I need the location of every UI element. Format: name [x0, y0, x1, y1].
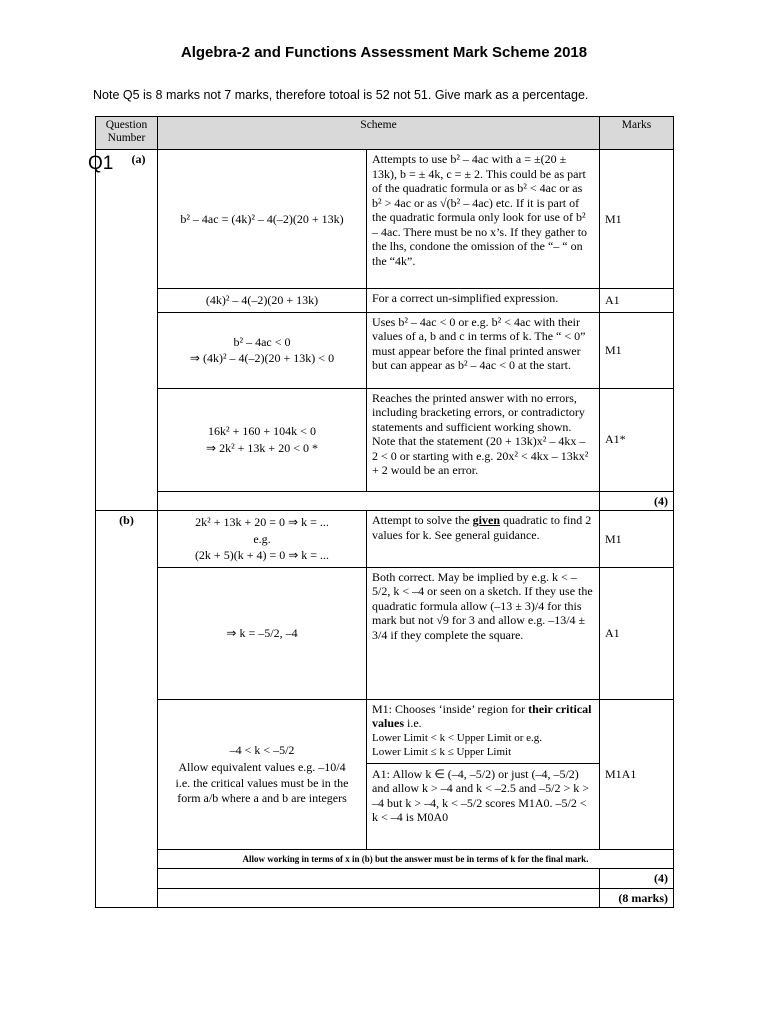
scheme-row	[96, 699, 674, 849]
guidance-cell: Both correct. May be implied by e.g. k < –5/2, k < –4 or seen on a sketch. If they use the quadratic formula allow (–13 ± 3)/4 for this mark but not √9 for 3 and allow e.g. –13/4 ± 3/4 if they complete the square.	[367, 567, 600, 699]
scheme-row	[96, 567, 674, 699]
working-line: (4k)² – 4(–2)(20 + 13k)	[205, 293, 319, 307]
working-cell	[158, 388, 367, 491]
working-line: 16k² + 160 + 104k < 0	[208, 424, 316, 438]
mark-cell: A1	[600, 289, 674, 313]
guidance-emphasis: given	[472, 513, 500, 527]
part-a-label: (a)	[131, 152, 146, 166]
subtotal-row	[96, 869, 674, 889]
guidance-text: M1: Chooses ‘inside’ region for	[372, 701, 529, 716]
mark-cell: A1	[600, 567, 674, 699]
empty-cell	[158, 869, 600, 889]
working-line: Allow equivalent values e.g. –10/4	[178, 759, 346, 774]
part-b-note: Allow working in terms of x in (b) but the answer must be in terms of k for the final mark.	[158, 849, 674, 869]
guidance-emphasis: their critical values	[372, 701, 592, 730]
header-row	[96, 117, 674, 150]
guidance-cell: Uses b² – 4ac < 0 or e.g. b² < 4ac with their values of a, b and c in terms of k. The “ < 0” must appear before the final printed answer but can appear as b² – 4ac < 0 at the start.	[367, 312, 600, 388]
working-cell	[158, 312, 367, 388]
guidance-text: i.e.	[404, 716, 422, 730]
guidance-text: Attempt to solve the	[372, 513, 473, 527]
part-b-cell	[96, 511, 158, 908]
note-text: Note Q5 is 8 marks not 7 marks, therefore totoal is 52 not 51. Give mark as a percentage.	[93, 88, 589, 102]
mark-cell: M1	[600, 312, 674, 388]
working-line: e.g.	[253, 531, 271, 546]
working-line: b² – 4ac < 0	[233, 334, 291, 349]
guidance-text: quadratic to find 2 values for k. See general guidance.	[372, 513, 592, 542]
empty-cell	[158, 888, 600, 908]
working-line: ⇒ k = –5/2, –4	[226, 625, 298, 640]
scheme-row	[96, 388, 674, 491]
question-total: (8 marks)	[600, 888, 674, 908]
note-row	[96, 849, 674, 869]
mark-cell: A1*	[600, 388, 674, 491]
question-number-header: Question Number	[96, 117, 158, 150]
working-line: ⇒ (4k)² – 4(–2)(20 + 13k) < 0	[189, 351, 335, 365]
subtotal-row	[96, 491, 674, 511]
working-line: (2k + 5)(k + 4) = 0 ⇒ k = ...	[194, 548, 330, 562]
working-line: –4 < k < –5/2	[229, 743, 295, 757]
page-title: Algebra-2 and Functions Assessment Mark Scheme 2018	[180, 44, 588, 61]
total-row	[96, 888, 674, 908]
scheme-row	[96, 511, 674, 568]
working-line: i.e. the critical values must be in the form a/b where a and b are integers	[175, 776, 349, 805]
part-a-total: (4)	[600, 491, 674, 511]
part-b-total: (4)	[600, 869, 674, 889]
part-a-cell	[96, 150, 158, 511]
mark-cell: M1	[600, 150, 674, 289]
guidance-line: Lower Limit < k < Upper Limit or e.g.	[372, 731, 543, 744]
working-cell	[158, 511, 367, 568]
a1-guidance: A1: Allow k ∈ (–4, –5/2) or just (–4, –5/2) and allow k > –4 and k < –2.5 and –5/2 > k > –4 but k > –4, k < –5/2 scores M1A0. –5/2 < k < –4 is M0A0	[372, 766, 590, 824]
mark-cell: M1	[600, 511, 674, 568]
divider	[367, 763, 599, 764]
working-line: b² – 4ac = (4k)² – 4(–2)(20 + 13k)	[180, 211, 344, 226]
question-number: Q1	[88, 153, 114, 174]
empty-cell	[158, 491, 600, 511]
scheme-row	[96, 312, 674, 388]
marks-header: Marks	[600, 117, 674, 150]
working-cell	[158, 567, 367, 699]
guidance-cell: For a correct un-simplified expression.	[367, 289, 600, 313]
working-cell	[158, 699, 367, 849]
guidance-cell	[367, 511, 600, 568]
scheme-row	[96, 150, 674, 289]
working-cell	[158, 289, 367, 313]
part-b-label: (b)	[119, 513, 134, 527]
scheme-header: Scheme	[158, 117, 600, 150]
working-line: ⇒ 2k² + 13k + 20 < 0 *	[206, 440, 318, 455]
guidance-cell: Reaches the printed answer with no errors, including bracketing errors, or contradictory statements and sufficient working shown. Note that the statement (20 + 13k)x² – 4kx – 2 < 0 or starting with e.g. 20x² < 4kx – 13kx² + 2 would be an error.	[367, 388, 600, 491]
mark-scheme-table	[95, 116, 674, 908]
working-cell	[158, 150, 367, 289]
guidance-cell: Attempts to use b² – 4ac with a = ±(20 ± 13k), b = ± 4k, c = ± 2. This could be as part of the quadratic formula or as b² < 4ac or as b² > 4ac or as √(b² – 4ac) etc. If it is part of the quadratic formula only look for use of b² – 4ac. There must be no x’s. If they gather to the lhs, condone the omission of the “– “ on the “4k”.	[367, 150, 600, 289]
guidance-cell	[367, 699, 600, 849]
m1-guidance	[372, 702, 594, 731]
working-line: 2k² + 13k + 20 = 0 ⇒ k = ...	[195, 515, 329, 529]
mark-cell: M1A1	[600, 699, 674, 849]
guidance-line: Lower Limit ≤ k ≤ Upper Limit	[372, 746, 512, 758]
scheme-row	[96, 289, 674, 313]
question-label	[88, 153, 113, 175]
